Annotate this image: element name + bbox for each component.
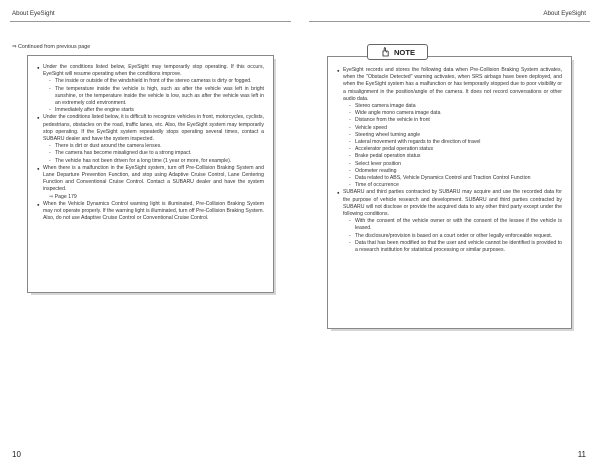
sub-item: - Time of occurrence bbox=[343, 182, 562, 189]
sub-item: - Steering wheel turning angle bbox=[343, 132, 562, 139]
sub-item: - The camera has become misaligned due to a strong impact. bbox=[43, 150, 264, 157]
bullet-text: Under the conditions listed below, it is difficult to recognize vehicles in front, motorcycles, cyclists, pedestrians, obstacles on the road, traffic lanes, etc. Also, the EyeSight system may temporarily stop operating. If the EyeSight system repeatedly stops operating several times, contact a SUBARU dealer and have the system inspected. bbox=[43, 114, 264, 143]
bullet-text: Under the conditions listed below, EyeSight may temporarily stop operating. If this occurs, EyeSight will resume operating when the conditions improve. bbox=[43, 64, 264, 78]
box-shadow bbox=[274, 59, 276, 295]
sub-item: - Odometer reading bbox=[343, 168, 562, 175]
page-number-left: 10 bbox=[12, 450, 21, 459]
sub-item: - Wide angle mono camera image data bbox=[343, 110, 562, 117]
bullet-text: When there is a malfunction in the EyeSight system, turn off Pre-Collision Braking System and Lane Departure Prevention Function, and stop using Adaptive Cruise Control, Lane Centering Function and Conventional Cruise Control. Contact a SUBARU dealer and have the system inspected. bbox=[43, 164, 264, 193]
note-box bbox=[327, 56, 572, 329]
sub-item: - The inside or outside of the windshield in front of the stereo cameras is dirty or fogged. bbox=[43, 78, 264, 85]
box-shadow bbox=[572, 60, 574, 331]
page-reference-link[interactable]: ⇒ Page 179 bbox=[49, 193, 77, 200]
note-heading bbox=[367, 44, 428, 60]
list-item bbox=[37, 201, 264, 223]
box-shadow bbox=[331, 329, 574, 331]
sub-item: - Data related to ABS, Vehicle Dynamics Control and Traction Control Function bbox=[343, 175, 562, 182]
sub-item: - With the consent of the vehicle owner or with the consent of the lessee if the vehicle is leased. bbox=[343, 218, 562, 232]
sub-item: - The temperature inside the vehicle is high, such as after the vehicle was left in bright sunshine, or the temperature inside the vehicle is low, such as after the vehicle was left in an extremely cold environment. bbox=[43, 86, 264, 108]
caution-list bbox=[37, 64, 264, 222]
sub-item: - Accelerator pedal operation status bbox=[343, 146, 562, 153]
sub-item: - Immediately after the engine starts bbox=[43, 107, 264, 114]
sub-item: - Stereo camera image data bbox=[343, 103, 562, 110]
box-shadow bbox=[31, 293, 276, 295]
sub-item: - Brake pedal operation status bbox=[343, 153, 562, 160]
bullet-text: SUBARU and third parties contracted by SUBARU may acquire and use the recorded data for the purpose of vehicle research and development. SUBARU and third parties contracted by SUBARU will not disclose or provide the acquired data to any other third party except under the following conditions. bbox=[343, 189, 562, 218]
sub-item: - The disclosure/provision is based on a court order or other legally enforceable request. bbox=[343, 233, 562, 240]
sub-item: - Data that has been modified so that the user and vehicle cannot be identified is provided to a research institution for statistical processing or similar purposes. bbox=[343, 240, 562, 254]
sub-item: - The vehicle has not been driven for a long time (1 year or more, for example). bbox=[43, 158, 264, 165]
bullet-text: EyeSight records and stores the following data when Pre-Collision Braking System activates, when the "Obstacle Detected" warning activates, when SRS airbags have been deployed, and when the EyeSight system has a malfunction or has temporarily stopped due to poor visibility or a misalignment in the position/angle of the camera. It does not record conversations or other audio data. bbox=[343, 67, 562, 102]
continued-from-previous: ⇒ Continued from previous page bbox=[12, 44, 91, 50]
page-number-right: 11 bbox=[577, 450, 586, 459]
running-header-left: About EyeSight bbox=[12, 10, 55, 17]
note-title: NOTE bbox=[393, 47, 416, 57]
note-list bbox=[337, 67, 562, 254]
list-item bbox=[337, 189, 562, 254]
sub-item: - There is dirt or dust around the camera lenses. bbox=[43, 143, 264, 150]
list-item bbox=[37, 114, 264, 164]
caution-box bbox=[27, 55, 274, 293]
note-hand-icon bbox=[380, 47, 390, 57]
list-item bbox=[337, 67, 562, 189]
sub-item: - Vehicle speed bbox=[343, 125, 562, 132]
sub-item: - Lateral movement with regards to the direction of travel bbox=[343, 139, 562, 146]
sub-item: - Select lever position bbox=[343, 161, 562, 168]
header-rule-right bbox=[309, 21, 590, 22]
header-rule-left bbox=[10, 21, 291, 22]
running-header-right: About EyeSight bbox=[543, 10, 586, 17]
list-item bbox=[37, 64, 264, 114]
list-item bbox=[37, 165, 264, 201]
bullet-text: When the Vehicle Dynamics Control warning light is illuminated, Pre-Collision Braking System may not operate properly. If the warning light is illuminated, turn off Pre-Collision Braking System. Also, do not use Adaptive Cruise Control or Conventional Cruise Control. bbox=[43, 200, 264, 222]
sub-item: - Distance from the vehicle in front bbox=[343, 117, 562, 124]
